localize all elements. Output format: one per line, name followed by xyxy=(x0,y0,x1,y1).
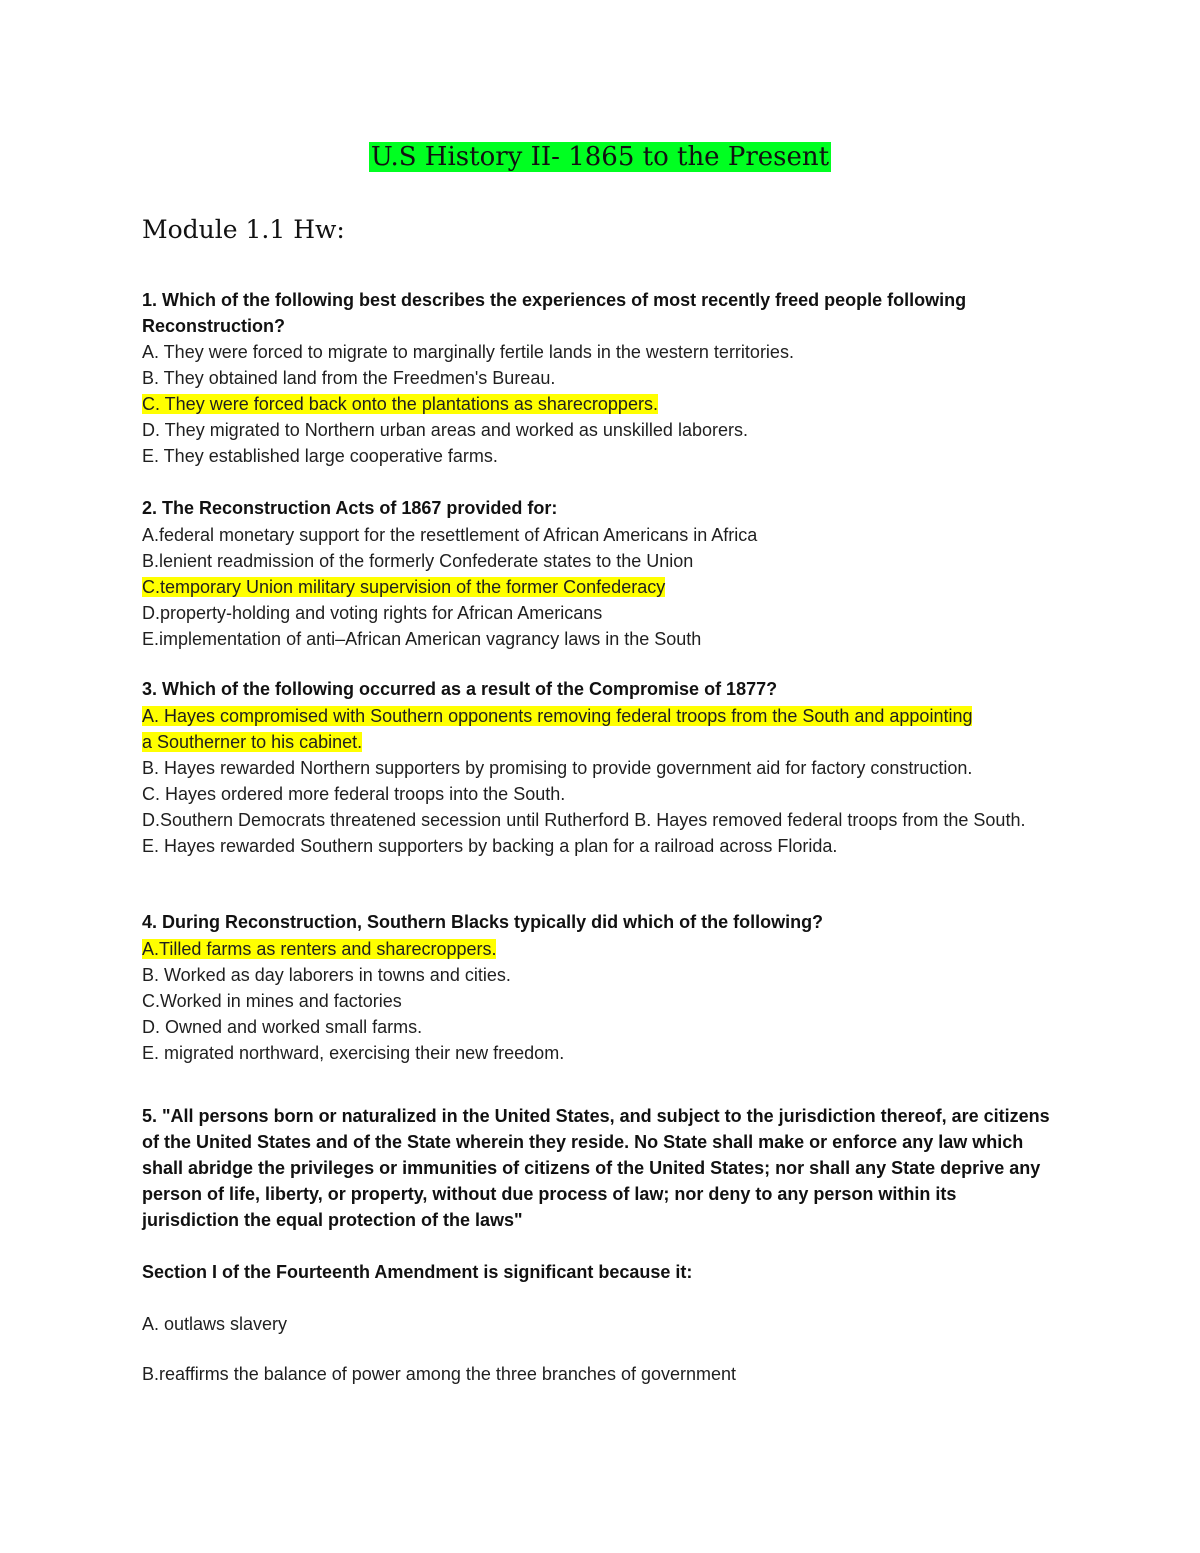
option-e: E. They established large cooperative farms. xyxy=(142,446,498,466)
option-b: B. Hayes rewarded Northern supporters by promising to provide government aid for factory construction. xyxy=(142,757,973,778)
option-b: B.reaffirms the balance of power among the three branches of government xyxy=(142,1364,737,1384)
question-3 xyxy=(142,677,1062,859)
document-title: U.S History II- 1865 to the Present xyxy=(370,142,830,172)
option-b: B. Worked as day laborers in towns and cities. xyxy=(142,964,511,985)
option-e: E. Hayes rewarded Southern supporters by backing a plan for a railroad across Florida. xyxy=(142,835,838,856)
option-d: D. They migrated to Northern urban areas and worked as unskilled laborers. xyxy=(142,420,748,440)
option-d: D.Southern Democrats threatened secession until Rutherford B. Hayes removed federal troops from the South. xyxy=(142,809,1026,830)
option-b: B. They obtained land from the Freedmen's Bureau. xyxy=(142,368,556,388)
question-stem: 2. The Reconstruction Acts of 1867 provided for: xyxy=(142,498,558,518)
option-e: E. migrated northward, exercising their new freedom. xyxy=(142,1042,565,1063)
option-c-answer-highlight: C.temporary Union military supervision of the former Confederacy xyxy=(142,576,666,597)
option-a-answer-highlight-cont: a Southerner to his cabinet. xyxy=(142,731,363,752)
question-2 xyxy=(142,496,1062,652)
option-d: D. Owned and worked small farms. xyxy=(142,1016,423,1037)
question-stem: 1. Which of the following best describes the experiences of most recently freed people following Reconstruction? xyxy=(142,290,967,336)
question-quote: 5. "All persons born or naturalized in the United States, and subject to the jurisdiction thereof, are citizens of the United States and of the State wherein they reside. No State shall make or enforce any law which shall abridge the privileges or immunities of citizens of the United States; nor shall any State deprive any person of life, liberty, or property, without due process of law; nor deny to any person within its jurisdiction the equal protection of the laws" xyxy=(142,1106,1050,1230)
option-d: D.property-holding and voting rights for African Americans xyxy=(142,602,603,623)
option-a-answer-highlight: A. Hayes compromised with Southern opponents removing federal troops from the South and appointing xyxy=(142,705,973,726)
title-row xyxy=(0,137,1200,177)
option-b: B.lenient readmission of the formerly Confederate states to the Union xyxy=(142,550,694,571)
option-e: E.implementation of anti–African American vagrancy laws in the South xyxy=(142,628,702,649)
option-a: A. outlaws slavery xyxy=(142,1314,288,1334)
question-1 xyxy=(142,288,1062,469)
question-prompt: Section I of the Fourteenth Amendment is significant because it: xyxy=(142,1262,693,1282)
option-a: A. They were forced to migrate to marginally fertile lands in the western territories. xyxy=(142,342,794,362)
option-c: C. Hayes ordered more federal troops into the South. xyxy=(142,783,566,804)
option-c: C.Worked in mines and factories xyxy=(142,990,402,1011)
option-a-answer-highlight: A.Tilled farms as renters and sharecroppers. xyxy=(142,938,497,959)
option-a: A.federal monetary support for the resettlement of African Americans in Africa xyxy=(142,524,758,545)
module-heading: Module 1.1 Hw: xyxy=(142,215,345,244)
question-stem: 4. During Reconstruction, Southern Blacks typically did which of the following? xyxy=(142,912,824,932)
question-4 xyxy=(142,910,1062,1066)
option-c-answer-highlight: C. They were forced back onto the plantations as sharecroppers. xyxy=(142,394,658,414)
question-5 xyxy=(142,1103,1057,1387)
question-stem: 3. Which of the following occurred as a result of the Compromise of 1877? xyxy=(142,679,778,699)
